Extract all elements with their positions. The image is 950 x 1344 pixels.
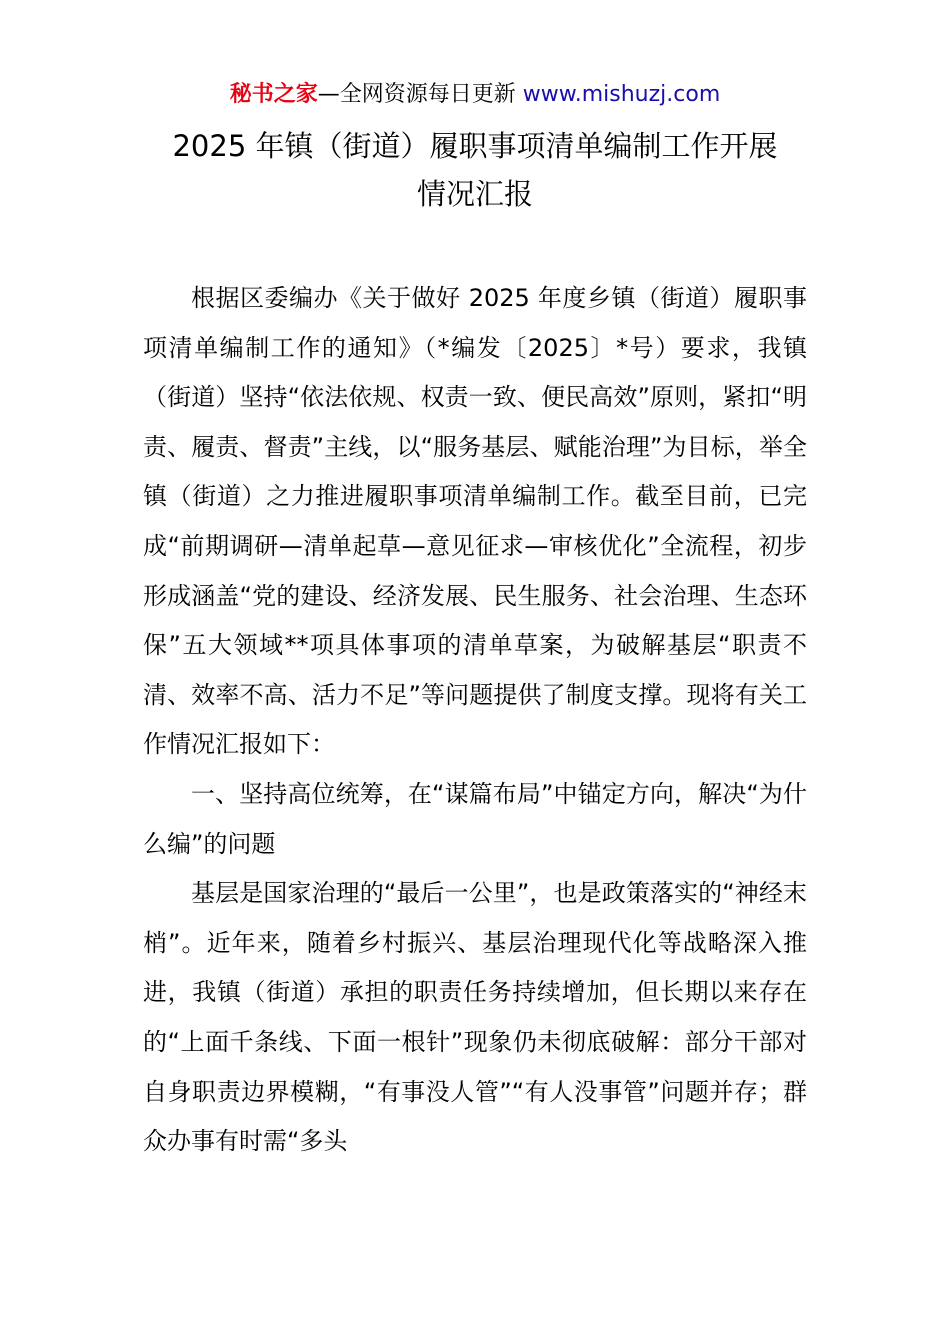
document-body — [143, 274, 807, 1167]
brand-name: 秘书之家 — [229, 82, 318, 107]
document-title-line-1: 2025 年镇（街道）履职事项清单编制工作开展 — [172, 129, 778, 163]
site-header — [0, 78, 950, 112]
paragraph-intro: 根据区委编办《关于做好 2025 年度乡镇（街道）履职事项清单编制工作的通知》（*编发〔2025〕*号）要求，我镇（街道）坚持“依法依规、权责一致、便民高效”原则，紧扣“明责、履责、督责”主线，以“服务基层、赋能治理”为目标，举全镇（街道）之力推进履职事项清单编制工作。截至目前，已完成“前期调研—清单起草—意见征求—审核优化”全流程，初步形成涵盖“党的建设、经济发展、民生服务、社会治理、生态环保”五大领域**项具体事项的清单草案，为破解基层“职责不清、效率不高、活力不足”等问题提供了制度支撑。现将有关工作情况汇报如下： — [143, 284, 807, 759]
section-heading-1: 一、坚持高位统筹，在“谋篇布局”中锚定方向，解决“为什么编”的问题 — [143, 779, 807, 858]
document-title-line-2: 情况汇报 — [416, 177, 533, 211]
paragraph-section-1: 基层是国家治理的“最后一公里”，也是政策落实的“神经末梢”。近年来，随着乡村振兴、基层治理现代化等战略深入推进，我镇（街道）承担的职责任务持续增加，但长期以来存在的“上面千条线、下面一根针”现象仍未彻底破解：部分干部对自身职责边界模糊，“有事没人管”“有人没事管”问题并存；群众办事有时需“多头 — [143, 879, 807, 1156]
header-tagline: —全网资源每日更新 — [317, 82, 523, 107]
site-url-link[interactable]: www.mishuzj.com — [522, 82, 721, 107]
document-title — [95, 122, 855, 218]
